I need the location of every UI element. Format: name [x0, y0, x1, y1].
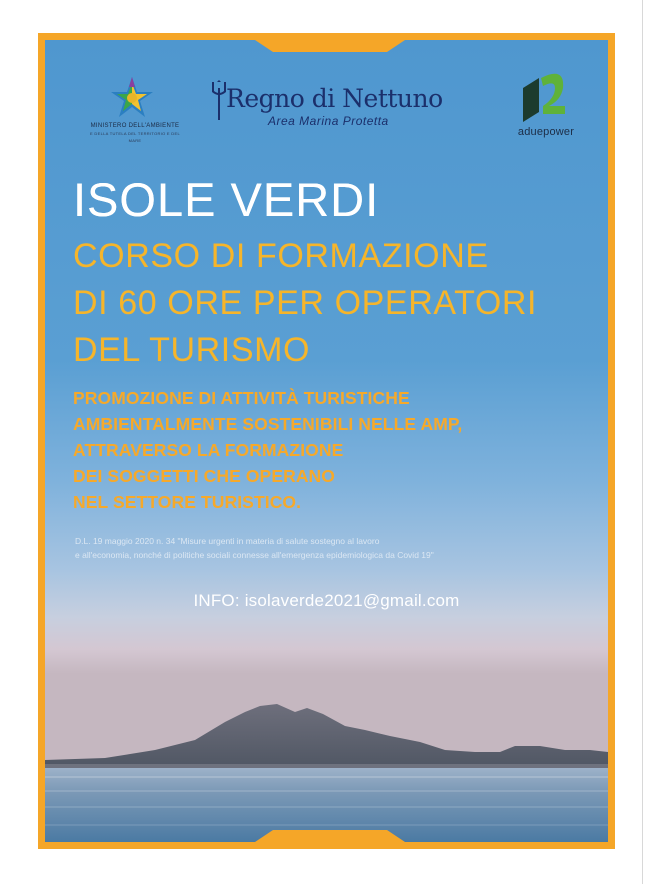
promo-line: DEI SOGGETTI CHE OPERANO	[73, 466, 336, 486]
poster-bottom-notch	[255, 830, 405, 842]
nettuno-title: Regno di Nettuno	[226, 84, 443, 113]
regno-di-nettuno-logo	[210, 78, 450, 138]
course-subtitle	[73, 233, 537, 374]
subtitle-line: DEL TURISMO	[73, 331, 311, 369]
ministero-subtitle: E DELLA TUTELA DEL TERRITORIO E DEL MARE	[90, 131, 180, 143]
subtitle-line: CORSO DI FORMAZIONE	[73, 237, 489, 275]
ministero-name	[85, 123, 185, 144]
subtitle-line: DI 60 ORE PER OPERATORI	[73, 284, 538, 322]
nettuno-subtitle: Area Marina Protetta	[268, 114, 389, 128]
ministero-logo	[85, 75, 185, 145]
poster-top-notch	[255, 40, 405, 52]
promo-line: NEL SETTORE TURISTICO.	[73, 492, 302, 512]
promo-line: PROMOZIONE DI ATTIVITÀ TURISTICHE	[73, 388, 410, 408]
aduepower-logo	[513, 68, 583, 148]
leaf-icon	[519, 68, 569, 124]
star-icon	[107, 75, 157, 121]
promotion-text	[73, 385, 462, 515]
ministero-name-text: MINISTERO DELL'AMBIENTE	[90, 123, 180, 129]
island-landscape-image	[45, 600, 608, 842]
aduepower-name: aduepower	[517, 126, 575, 138]
contact-info: INFO: isolaverde2021@gmail.com	[193, 591, 460, 610]
decree-line: D.L. 19 maggio 2020 n. 34 "Misure urgenti in materia di salute sostegno al lavoro	[75, 536, 380, 546]
decree-line: e all'economia, nonché di politiche sociali connesse all'emergenza epidemiologica da Covid 19"	[75, 550, 434, 560]
decree-reference	[75, 534, 434, 562]
promo-line: ATTRAVERSO LA FORMAZIONE	[73, 440, 344, 460]
poster	[45, 40, 608, 842]
poster-title: ISOLE VERDI	[73, 173, 380, 226]
promo-line: AMBIENTALMENTE SOSTENIBILI NELLE AMP,	[73, 414, 463, 434]
